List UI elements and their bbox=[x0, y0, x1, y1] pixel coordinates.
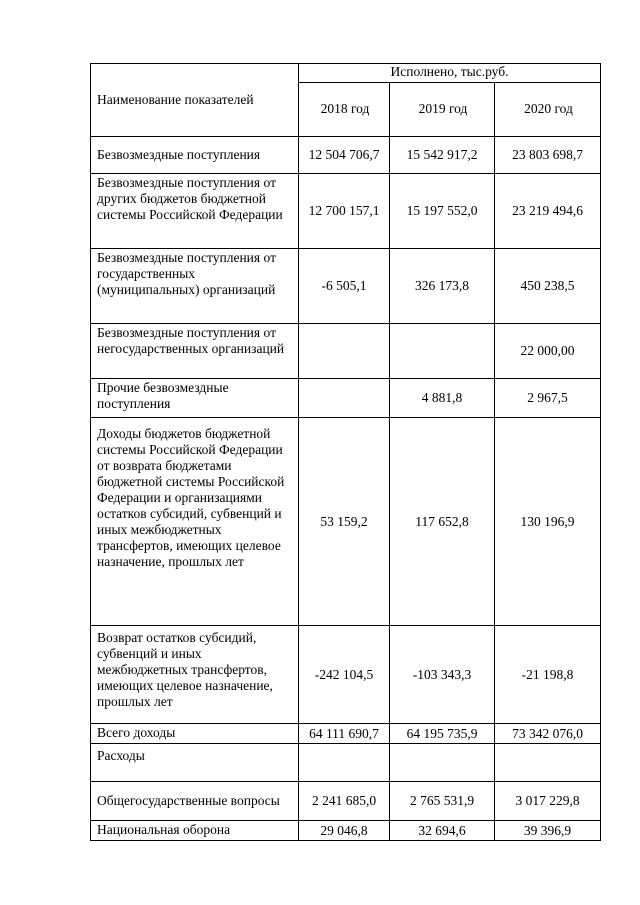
table-row bbox=[91, 626, 601, 724]
row-name: Безвозмездные поступления от негосударственных организаций bbox=[91, 324, 299, 379]
value-2018: 2 241 685,0 bbox=[299, 782, 390, 821]
row-name: Прочие безвозмездные поступления bbox=[91, 379, 299, 418]
row-name: Безвозмездные поступления bbox=[91, 137, 299, 174]
value-2018 bbox=[299, 379, 390, 418]
table-row-total bbox=[91, 724, 601, 744]
value-2019 bbox=[390, 324, 495, 379]
year-header-2019: 2019 год bbox=[390, 83, 495, 137]
table-row bbox=[91, 324, 601, 379]
table-row bbox=[91, 782, 601, 821]
row-name: Расходы bbox=[91, 744, 299, 782]
value-2019: 64 195 735,9 bbox=[390, 724, 495, 744]
year-header-2020: 2020 год bbox=[495, 83, 601, 137]
value-2019: 4 881,8 bbox=[390, 379, 495, 418]
year-header-2018: 2018 год bbox=[299, 83, 390, 137]
value-2020: 22 000,00 bbox=[495, 324, 601, 379]
row-name: Безвозмездные поступления от государственных (муниципальных) организаций bbox=[91, 249, 299, 324]
value-2020: 39 396,9 bbox=[495, 821, 601, 841]
value-2018: -242 104,5 bbox=[299, 626, 390, 724]
table-row-section bbox=[91, 744, 601, 782]
table-row bbox=[91, 418, 601, 626]
table-row bbox=[91, 174, 601, 249]
indicator-column-header: Наименование показателей bbox=[91, 64, 299, 137]
budget-table bbox=[90, 63, 601, 841]
executed-group-header: Исполнено, тыс.руб. bbox=[299, 64, 601, 83]
value-2020 bbox=[495, 744, 601, 782]
value-2019: 326 173,8 bbox=[390, 249, 495, 324]
row-name: Доходы бюджетов бюджетной системы Российской Федерации от возврата бюджетами бюджетной системы Российской Федерации и организациями остатков субсидий, субвенций и иных межбюджетных трансфертов, имеющих целевое назначение, прошлых лет bbox=[91, 418, 299, 626]
row-name: Всего доходы bbox=[91, 724, 299, 744]
row-name: Безвозмездные поступления от других бюджетов бюджетной системы Российской Федерации bbox=[91, 174, 299, 249]
row-name: Возврат остатков субсидий, субвенций и иных межбюджетных трансфертов, имеющих целевое назначение, прошлых лет bbox=[91, 626, 299, 724]
value-2018: -6 505,1 bbox=[299, 249, 390, 324]
value-2020: 3 017 229,8 bbox=[495, 782, 601, 821]
row-name: Национальная оборона bbox=[91, 821, 299, 841]
value-2020: 450 238,5 bbox=[495, 249, 601, 324]
value-2019: 2 765 531,9 bbox=[390, 782, 495, 821]
value-2019: 15 542 917,2 bbox=[390, 137, 495, 174]
value-2019 bbox=[390, 744, 495, 782]
value-2018 bbox=[299, 324, 390, 379]
table-row bbox=[91, 379, 601, 418]
value-2018: 12 504 706,7 bbox=[299, 137, 390, 174]
value-2018: 29 046,8 bbox=[299, 821, 390, 841]
row-name: Общегосударственные вопросы bbox=[91, 782, 299, 821]
table-row bbox=[91, 249, 601, 324]
value-2019: 15 197 552,0 bbox=[390, 174, 495, 249]
value-2020: 130 196,9 bbox=[495, 418, 601, 626]
value-2020: -21 198,8 bbox=[495, 626, 601, 724]
value-2018: 64 111 690,7 bbox=[299, 724, 390, 744]
value-2018 bbox=[299, 744, 390, 782]
value-2019: 32 694,6 bbox=[390, 821, 495, 841]
value-2020: 2 967,5 bbox=[495, 379, 601, 418]
value-2018: 53 159,2 bbox=[299, 418, 390, 626]
table-row bbox=[91, 821, 601, 841]
value-2019: 117 652,8 bbox=[390, 418, 495, 626]
value-2020: 23 219 494,6 bbox=[495, 174, 601, 249]
header-row-group bbox=[91, 64, 601, 83]
table-row bbox=[91, 137, 601, 174]
value-2018: 12 700 157,1 bbox=[299, 174, 390, 249]
value-2020: 23 803 698,7 bbox=[495, 137, 601, 174]
value-2020: 73 342 076,0 bbox=[495, 724, 601, 744]
value-2019: -103 343,3 bbox=[390, 626, 495, 724]
